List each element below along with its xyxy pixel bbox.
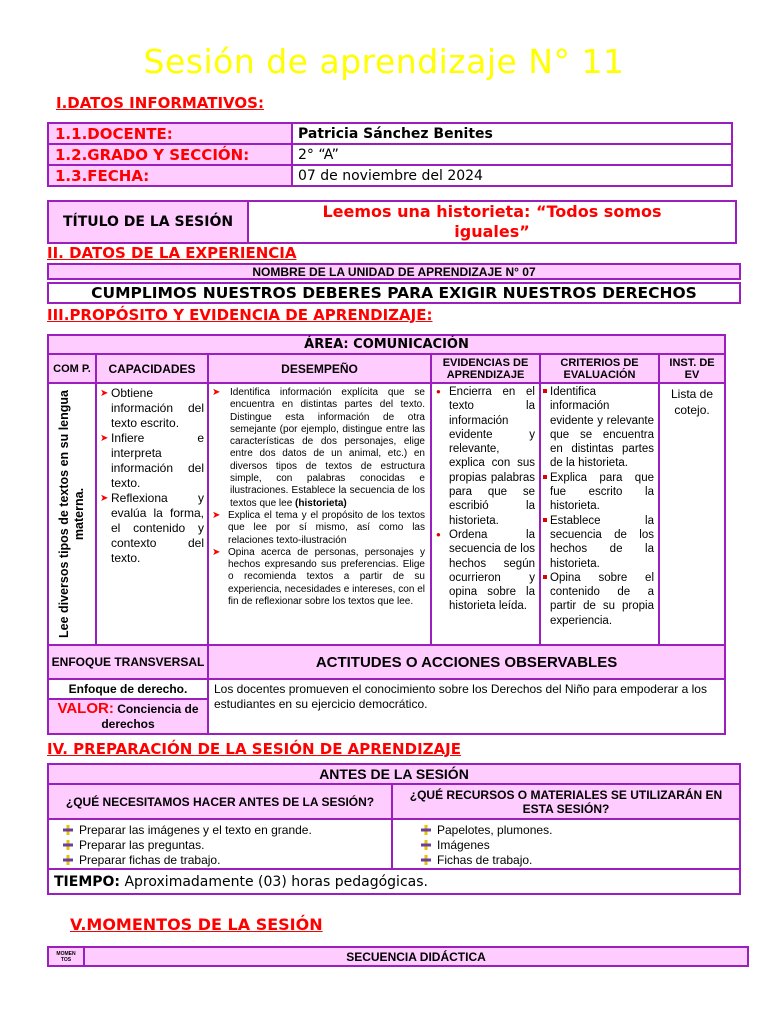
instrumento-value: Lista de cotejo. [659,383,725,645]
col2-header: ¿QUÉ RECURSOS O MATERIALES SE UTILIZARÁN EN ESTA SESIÓN? [392,784,740,819]
proposito-table [47,334,724,740]
plus-bullet-icon [421,840,431,850]
datos-informativos-table [47,122,733,187]
tiempo-cell [48,869,740,894]
desempeno-item: ➤ Opina acerca de personas, personajes y hechos expresando sus preferencias. Elige o recomienda textos a partir de su experiencia, necesidades e intereses, con el fin de reflexionar sobre los textos que lee. [212,547,425,608]
unit-label: NOMBRE DE LA UNIDAD DE APRENDIZAJE N° 07 [47,263,741,280]
criterio-item: Identifica información evidente y relevante que se encuentra en distintas partes de la historieta. [543,385,654,471]
valor-label: VALOR: [57,700,114,717]
evidencias-cell [431,383,540,645]
page-title: Sesión de aprendizaje N° 11 [143,42,625,81]
unit-name: CUMPLIMOS NUESTROS DEBERES PARA EXIGIR NUESTROS DERECHOS [47,282,741,304]
criterio-item: Explica para que fue escrito la historieta. [543,471,654,514]
plus-bullet-icon [63,825,73,835]
session-title-label: TÍTULO DE LA SESIÓN [48,201,248,243]
momentos-header: MOMEN TOS [48,947,84,966]
evidencia-item: ● Ordena la secuencia de los hechos según ocurrieron y opina sobre la historieta leída. [435,528,535,614]
area-header: ÁREA: COMUNICACIÓN [48,335,725,354]
section-heading-datos: I.DATOS INFORMATIVOS: [56,94,264,112]
valor-value: Conciencia de derechos [101,702,199,731]
tiempo-value: Aproximadamente (03) horas pedagógicas. [124,873,428,890]
resource-item: Fichas de trabajo. [417,853,739,868]
capacidad-item: ➤ Obtiene información del texto escrito. [100,386,204,431]
antes-header: ANTES DE LA SESIÓN [48,764,740,784]
section-heading-experiencia: II. DATOS DE LA EXPERIENCIA [47,244,297,262]
docente-label: 1.1.DOCENTE: [48,123,292,144]
prep-item: Preparar fichas de trabajo. [59,853,391,868]
prep-item: Preparar las imágenes y el texto en grande. [59,823,391,838]
valor-cell [48,699,208,734]
section-heading-momentos: V.MOMENTOS DE LA SESIÓN [70,915,323,934]
col1-header: ¿QUÉ NECESITAMOS HACER ANTES DE LA SESIÓN? [48,784,392,819]
plus-bullet-icon [63,855,73,865]
competence-text: Lee diversos tipos de textos en su lengua materna. [57,390,86,638]
criterio-item: Opina sobre el contenido de a partir de su propia experiencia. [543,571,654,628]
capacidad-item: ➤ Infiere e interpreta información del texto. [100,431,204,491]
capacidad-item: ➤ Reflexiona y evalúa la forma, el contenido y contexto del texto. [100,491,204,566]
docente-value: Patricia Sánchez Benites [292,123,732,144]
actitudes-header: ACTITUDES O ACCIONES OBSERVABLES [208,645,725,679]
col1-items [48,819,392,869]
enfoque-value: Enfoque de derecho. [48,679,208,699]
header-instrumento: INST. DE EV [659,354,725,383]
desempeno-cell [208,383,431,645]
resource-item: Papelotes, plumones. [417,823,739,838]
section-heading-preparacion: IV. PREPARACIÓN DE LA SESIÓN DE APRENDIZAJE [47,740,461,758]
section-heading-proposito: III.PROPÓSITO Y EVIDENCIA DE APRENDIZAJE: [47,306,433,324]
enfoque-header: ENFOQUE TRANSVERSAL [48,645,208,679]
session-title-table [47,200,737,244]
competence-cell [48,383,96,645]
actitud-value: Los docentes promueven el conocimiento sobre los Derechos del Niño para empoderar a los estudiantes en su ejercicio democrático. [208,679,725,734]
plus-bullet-icon [63,840,73,850]
momentos-table [47,946,749,967]
header-evidencias: EVIDENCIAS DE APRENDIZAJE [431,354,540,383]
header-comp: COM P. [48,354,96,383]
desempeno-item: ➤ Explica el tema y el propósito de los textos que lee por sí mismo, así como las relaciones texto-ilustración [212,510,425,547]
plus-bullet-icon [421,855,431,865]
header-criterios: CRITERIOS DE EVALUACIÓN [540,354,659,383]
criterios-cell [540,383,659,645]
resource-item: Imágenes [417,838,739,853]
session-title-value: Leemos una historieta: “Todos somos iguales” [248,201,736,243]
prep-item: Preparar las preguntas. [59,838,391,853]
grado-label: 1.2.GRADO Y SECCIÓN: [48,144,292,165]
fecha-label: 1.3.FECHA: [48,165,292,186]
desempeno-item: ➤ Identifica información explícita que se encuentra en distintas partes del texto. Distingue esta información de otra semejante (por ejemplo, distingue entre las características de dos personajes, elige entre dos datos de un animal, etc.) en diversos tipos de textos de estructura simple, con palabras conocidas e ilustraciones. Establece la secuencia de los textos que lee (historieta) [212,387,425,510]
secuencia-header: SECUENCIA DIDÁCTICA [84,947,748,966]
header-capacidades: CAPACIDADES [96,354,208,383]
tiempo-label: TIEMPO: [54,873,121,890]
grado-value: 2° “A” [292,144,732,165]
plus-bullet-icon [421,825,431,835]
evidencia-item: ● Encierra en el texto la información evidente y relevante, explica con sus propias palabras para que se escribió la historieta. [435,385,535,528]
criterio-item: Establece la secuencia de los hechos de la historieta. [543,514,654,571]
preparacion-table [47,763,741,895]
header-desempeno: DESEMPEÑO [208,354,431,383]
fecha-value: 07 de noviembre del 2024 [292,165,732,186]
capacidades-cell [96,383,208,645]
col2-items [392,819,740,869]
